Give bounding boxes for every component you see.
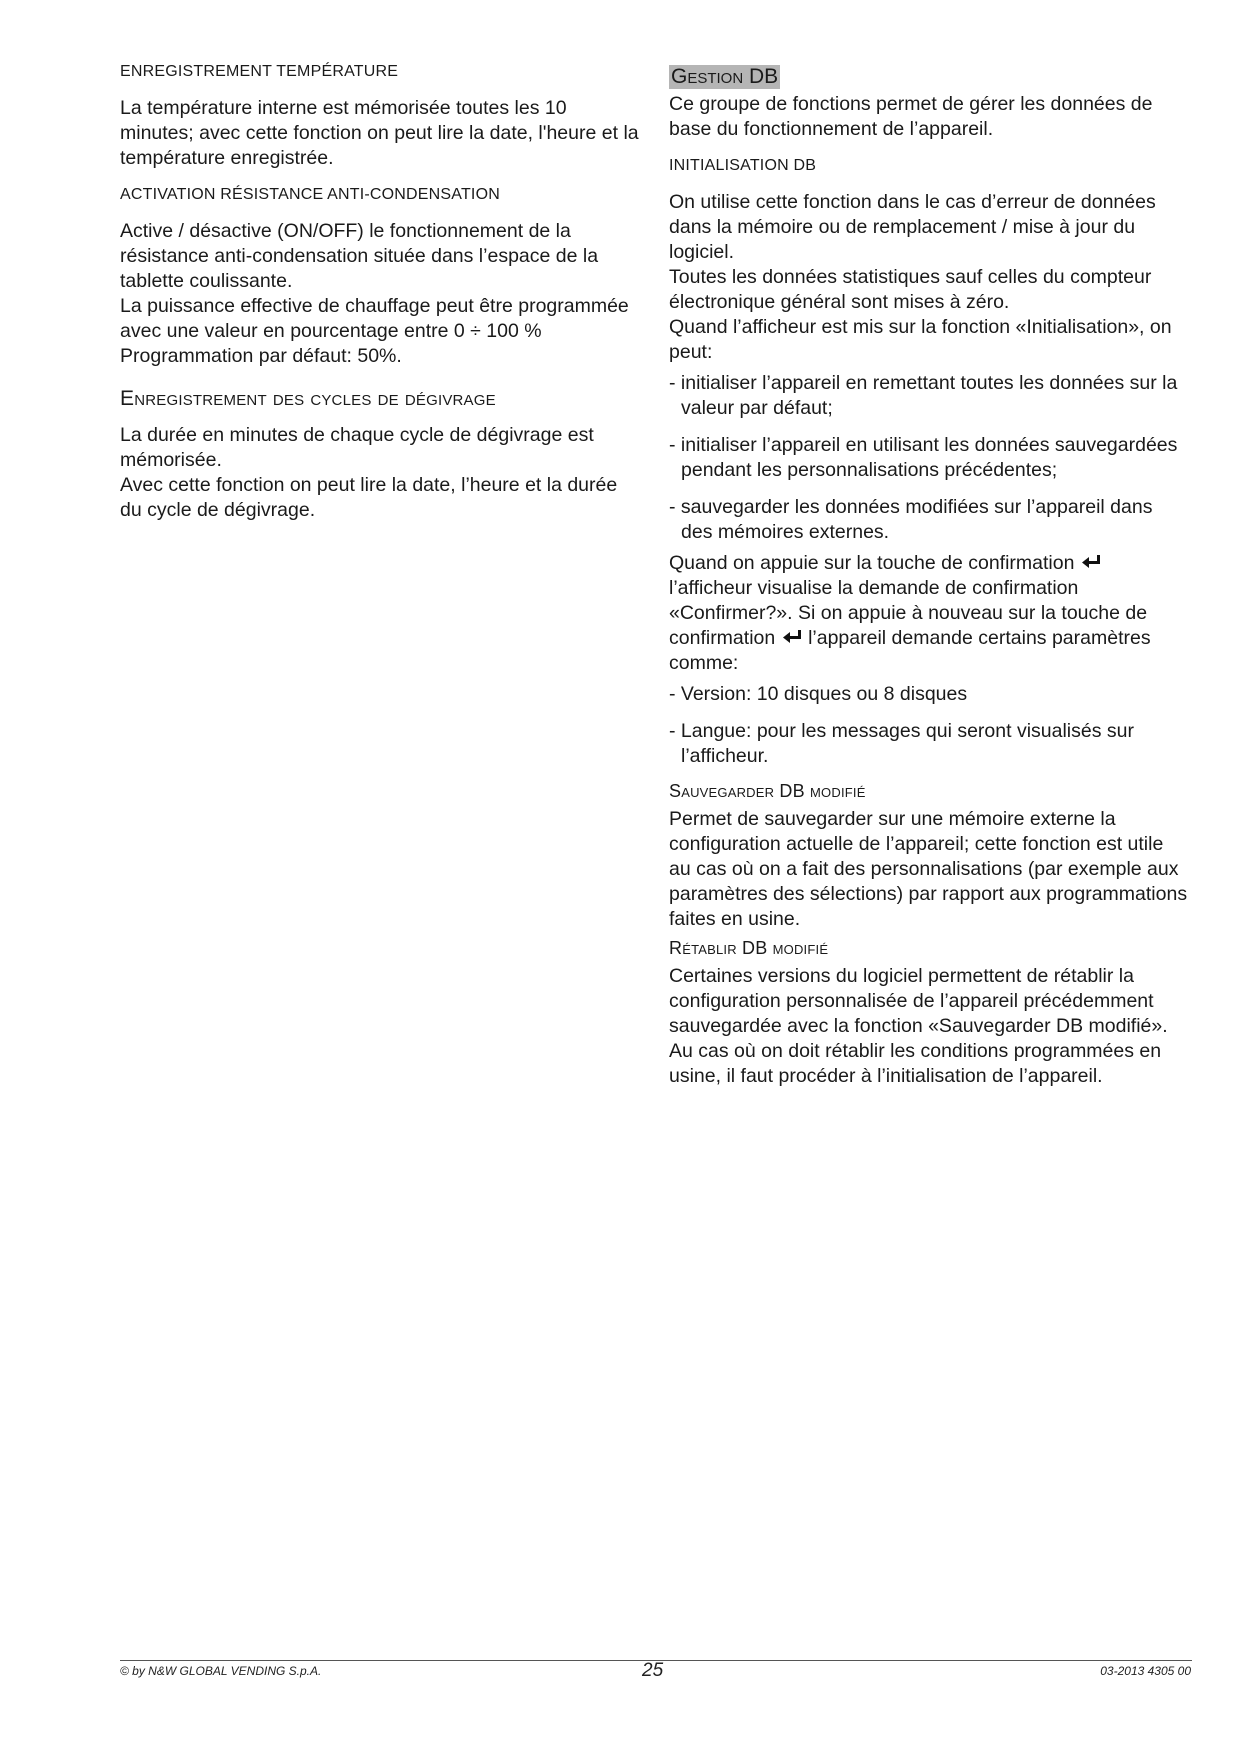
section-heading-temperature-log: ENREGISTREMENT TEMPÉRATURE bbox=[120, 63, 399, 80]
paragraph: Programmation par défaut: 50%. bbox=[120, 345, 402, 367]
page-number: 25 bbox=[642, 1660, 664, 1681]
section-heading-defrost-cycles: Enregistrement des cycles de dégivrage bbox=[120, 387, 496, 410]
text-run: l’appareil demande certains paramètres comme: bbox=[669, 627, 1151, 674]
paragraph-confirmation bbox=[669, 551, 1189, 676]
section-heading-anti-condensation: ACTIVATION RÉSISTANCE ANTI-CONDENSATION bbox=[120, 186, 500, 203]
left-column bbox=[120, 62, 640, 523]
section-heading-save-db: Sauvegarder DB modifié bbox=[669, 781, 866, 801]
paragraph: Permet de sauvegarder sur une mémoire externe la configuration actuelle de l’appareil; cette fonction est utile au cas où on a fait des personnalisations (par exemple aux paramètres des sélections) par rapport aux programmations faites en usine. bbox=[669, 808, 1188, 930]
paragraph: Ce groupe de fonctions permet de gérer les données de base du fonctionnement de l’appareil. bbox=[669, 93, 1153, 140]
section-title-gestion-db bbox=[669, 62, 1189, 90]
list-item: - Langue: pour les messages qui seront visualisés sur l’afficheur. bbox=[669, 720, 1134, 767]
text-run: Quand on appuie sur la touche de confirmation bbox=[669, 552, 1075, 574]
paragraph: La durée en minutes de chaque cycle de dégivrage est mémorisée. bbox=[120, 424, 594, 471]
paragraph: Au cas où on doit rétablir les conditions programmées en usine, il faut procéder à l’initialisation de l’appareil. bbox=[669, 1040, 1162, 1087]
enter-key-icon bbox=[781, 629, 803, 647]
text-run: l’afficheur visualise la demande de confirmation «Confirmer?». Si on appuie à nouveau sur la touche de confirmation bbox=[669, 577, 1148, 649]
paragraph: Quand l’afficheur est mis sur la fonction «Initialisation», on peut: bbox=[669, 316, 1172, 363]
right-column bbox=[669, 62, 1189, 1089]
paragraph: La puissance effective de chauffage peut être programmée avec une valeur en pourcentage entre 0 ÷ 100 % bbox=[120, 295, 629, 342]
list-item: - Version: 10 disques ou 8 disques bbox=[669, 683, 968, 705]
paragraph: Active / désactive (ON/OFF) le fonctionnement de la résistance anti-condensation située dans l’espace de la tablette coulissante. bbox=[120, 220, 599, 292]
highlighted-title: Gestion DB bbox=[671, 65, 779, 88]
paragraph: On utilise cette fonction dans le cas d’erreur de données dans la mémoire ou de remplacement / mise à jour du logiciel. bbox=[669, 191, 1156, 263]
section-heading-init-db: INITIALISATION DB bbox=[669, 157, 817, 174]
section-heading-restore-db: Rétablir DB modifié bbox=[669, 938, 829, 958]
enter-key-icon bbox=[1080, 554, 1102, 572]
paragraph: La température interne est mémorisée toutes les 10 minutes; avec cette fonction on peut lire la date, l'heure et la température enregistrée. bbox=[120, 97, 639, 169]
paragraph: Toutes les données statistiques sauf celles du compteur électronique général sont mises à zéro. bbox=[669, 266, 1152, 313]
list-item: - initialiser l’appareil en remettant toutes les données sur la valeur par défaut; bbox=[669, 372, 1178, 419]
list-item: - sauvegarder les données modifiées sur l’appareil dans des mémoires externes. bbox=[669, 496, 1153, 543]
footer-copyright: © by N&W GLOBAL VENDING S.p.A. bbox=[120, 1664, 322, 1678]
footer-doc-code: 03-2013 4305 00 bbox=[1100, 1664, 1191, 1678]
list-item: - initialiser l’appareil en utilisant les données sauvegardées pendant les personnalisations précédentes; bbox=[669, 434, 1178, 481]
paragraph: Avec cette fonction on peut lire la date, l’heure et la durée du cycle de dégivrage. bbox=[120, 474, 618, 521]
paragraph: Certaines versions du logiciel permettent de rétablir la configuration personnalisée de l’appareil précédemment sauvegardée avec la fonction «Sauvegarder DB modifié». bbox=[669, 965, 1168, 1037]
